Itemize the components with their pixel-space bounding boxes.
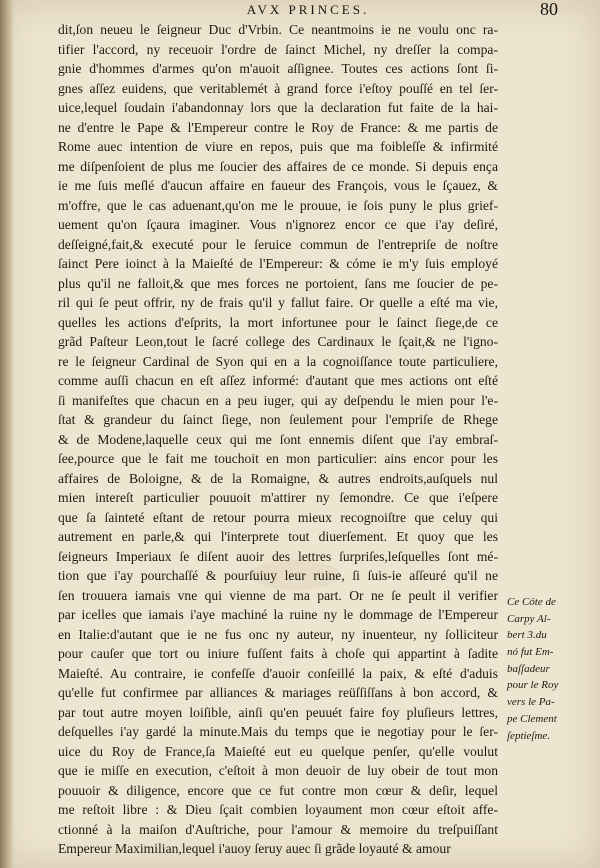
text-line: gnes aſſez euidens, que veritablemét à grand force i'eſtoy pouſſé en tel ſer-	[58, 80, 498, 96]
marginal-note-line: nó fut Em-	[507, 646, 554, 659]
text-line: ſtat & grandeur du ſainct ſiege, non ſeulement pour l'empriſe de Rhege	[58, 412, 498, 427]
text-line: par icelles que iamais i'aye machiné la ruine ny le dommage de l'Empereur	[58, 607, 498, 622]
text-line: pouuoir & diligence, encore que ce fut contre mon cœur & deſir, lequel	[58, 782, 498, 798]
text-line: quelles les actions d'eſprits, la mort infortunee pour le ſainct ſiege,de ce	[58, 314, 498, 330]
text-line: Maieſté. Au contraire, ie confeſſe d'auoir conſeillé la paix, & eſté d'aduis	[58, 665, 498, 681]
text-line: plus qu'il ne falloit,& que mes forces ne portoient, ſans me ſoucier de pe-	[58, 275, 498, 291]
text-line: ie me ſuis meſlé d'aucun affaire en faueur des François, vous le ſçauez, &	[58, 178, 498, 193]
text-line: Empereur Maximilian,lequel i'auoy ſeruy auec ſi grãde loyauté & amour	[58, 841, 451, 856]
text-line: que ſa ſainteté eſtant de retour pourra mieux recognoiſtre que celuy qui	[58, 509, 498, 525]
text-line: ſee,pource que le fait me touchoit en mon particulier: ains encor pour les	[58, 451, 498, 466]
text-line: ſainct Pere ioinct à la Maieſté de l'Empereur: & cóme ie m'y ſuis employé	[58, 256, 498, 271]
text-line: ne d'entre le Pape & l'Empereur contre le Roy de France: & me partis de	[58, 119, 498, 135]
text-line: autrement en parle,& qui l'interprete tout diuerſement. Et quoy que les	[58, 529, 498, 544]
marginal-note-line: bert 3.du	[507, 629, 547, 642]
text-line: tifier l'accord, ny receuoir l'ordre de ſainct Michel, ny dreſſer la compa-	[58, 41, 498, 57]
text-line: m'offre, que le cas aduenant,qu'on me le prouue, ie ſois puny le plus grief-	[58, 197, 498, 213]
page-number: 80	[540, 0, 558, 19]
text-line: uice du Roy de France,ſa Maieſté eut eu quelque penſer, qu'elle voulut	[58, 743, 498, 759]
marginal-note-line: vers le Pa-	[507, 696, 555, 709]
text-line: ril qui ſe peut offrir, ny de frais qu'il y fallut faire. Or quelle a eſté ma vie,	[58, 295, 498, 310]
text-line: mien intereſt particulier pouuoit m'attirer ny ſemondre. Ce que i'eſpere	[58, 490, 498, 505]
marginal-note-line: pour le Roy	[507, 679, 559, 692]
marginal-note-line: Ce Cóte de	[507, 596, 556, 608]
marginal-note-line: ſeptieſme.	[507, 729, 551, 742]
text-line: ſi manifeſtes que chacun en a peu iuger, qui ay deſpendu le mien pour l'e-	[58, 392, 498, 408]
text-line: qu'elle fut confirmee par alliances & mariages reüſſiſſans à bon accord, &	[58, 685, 498, 700]
marginal-note-line: pe Clement	[507, 712, 557, 725]
text-line: affaires de Boloigne, & de la Romaigne, & autres endroits,auſquels nul	[58, 470, 498, 486]
text-line: ctionné à la maiſon d'Auſtriche, pour l'amour & memoire du treſpuiſſant	[58, 821, 498, 837]
marginal-note-line: Carpy Al-	[507, 612, 551, 625]
text-line: comme auſſi chacun en eſt aſſez informé: d'autant que mes actions ont eſté	[58, 373, 498, 388]
page-header	[58, 2, 558, 20]
text-line: grãd Paſteur Leon,tout le ſacré college des Cardinaux le ſçait,& ne l'igno-	[58, 334, 498, 349]
text-line: pour cauſer que tort ou iniure fuſſent faits à choſe qui appartint à ſadite	[58, 646, 498, 661]
text-line: deſquelles i'ay gardé la minute.Mais du temps que ie negotiay pour le ſer-	[58, 724, 498, 739]
text-line: me reſtoit libre : & Dieu ſçait combien loyaument mon cœur eſtoit affe-	[58, 802, 498, 817]
text-line: que ie miſſe en execution, c'eſtoit à mon deuoir de luy obeir de tout mon	[58, 763, 498, 778]
text-line: re le ſeigneur Cardinal de Syon qui en a la cognoiſſance toute particuliere,	[58, 353, 498, 369]
text-line: dit,ſon neueu le ſeigneur Duc d'Vrbin. Ce neantmoins ie ne voulu onc ra-	[58, 22, 498, 37]
text-line: ſeigneurs Imperiaux ſe diſent auoir des lettres ſurpriſes,leſquelles ſont mé-	[58, 548, 498, 564]
text-line: Rome auec intention de viure en repos, puis que ma foibleſſe & infirmité	[58, 139, 498, 154]
text-line: par tout autre moyen loiſible, ainſi qu'en peuuét faire foy pluſieurs lettres,	[58, 704, 498, 720]
text-line: gnie d'hommes d'armes qu'on m'auoit aſſignee. Toutes ces actions ſont ſi-	[58, 61, 498, 76]
body-text	[58, 20, 498, 859]
binding-gutter	[0, 0, 14, 868]
text-line: tion que i'ay pourchaſſé & pourſuiuy leur ruine, ſi ſuis-ie aſſeuré qu'il ne	[58, 568, 498, 583]
text-line: ſen trouuera iamais vne qui vienne de ma part. Or ne ſe peult il verifier	[58, 587, 498, 603]
marginal-note-line: baſſadeur	[507, 662, 550, 675]
text-line: & de Modene,laquelle ceux qui me ſont ennemis diſent que i'ay embraſ-	[58, 431, 498, 447]
text-line: en Italie:d'autant que ie ne fus onc ny auteur, ny inuenteur, ny ſolliciteur	[58, 626, 498, 642]
text-line: uice,lequel ſoudain i'abandonnay lors que la declaration fut faite de la hai-	[58, 100, 498, 115]
text-line: uement qu'on ſçaura imaginer. Vous n'ignorez encor ce que i'ay deſiré,	[58, 217, 498, 232]
running-head: AVX PRINCES.	[246, 2, 370, 17]
text-line: me diſpenſoient de plus me ſoucier des affaires de ce monde. Si depuis ença	[58, 158, 498, 174]
text-line: deſſeigné,fait,& executé pour le ſeruice commun de l'entrepriſe de noſtre	[58, 236, 498, 252]
marginal-note	[507, 594, 597, 744]
